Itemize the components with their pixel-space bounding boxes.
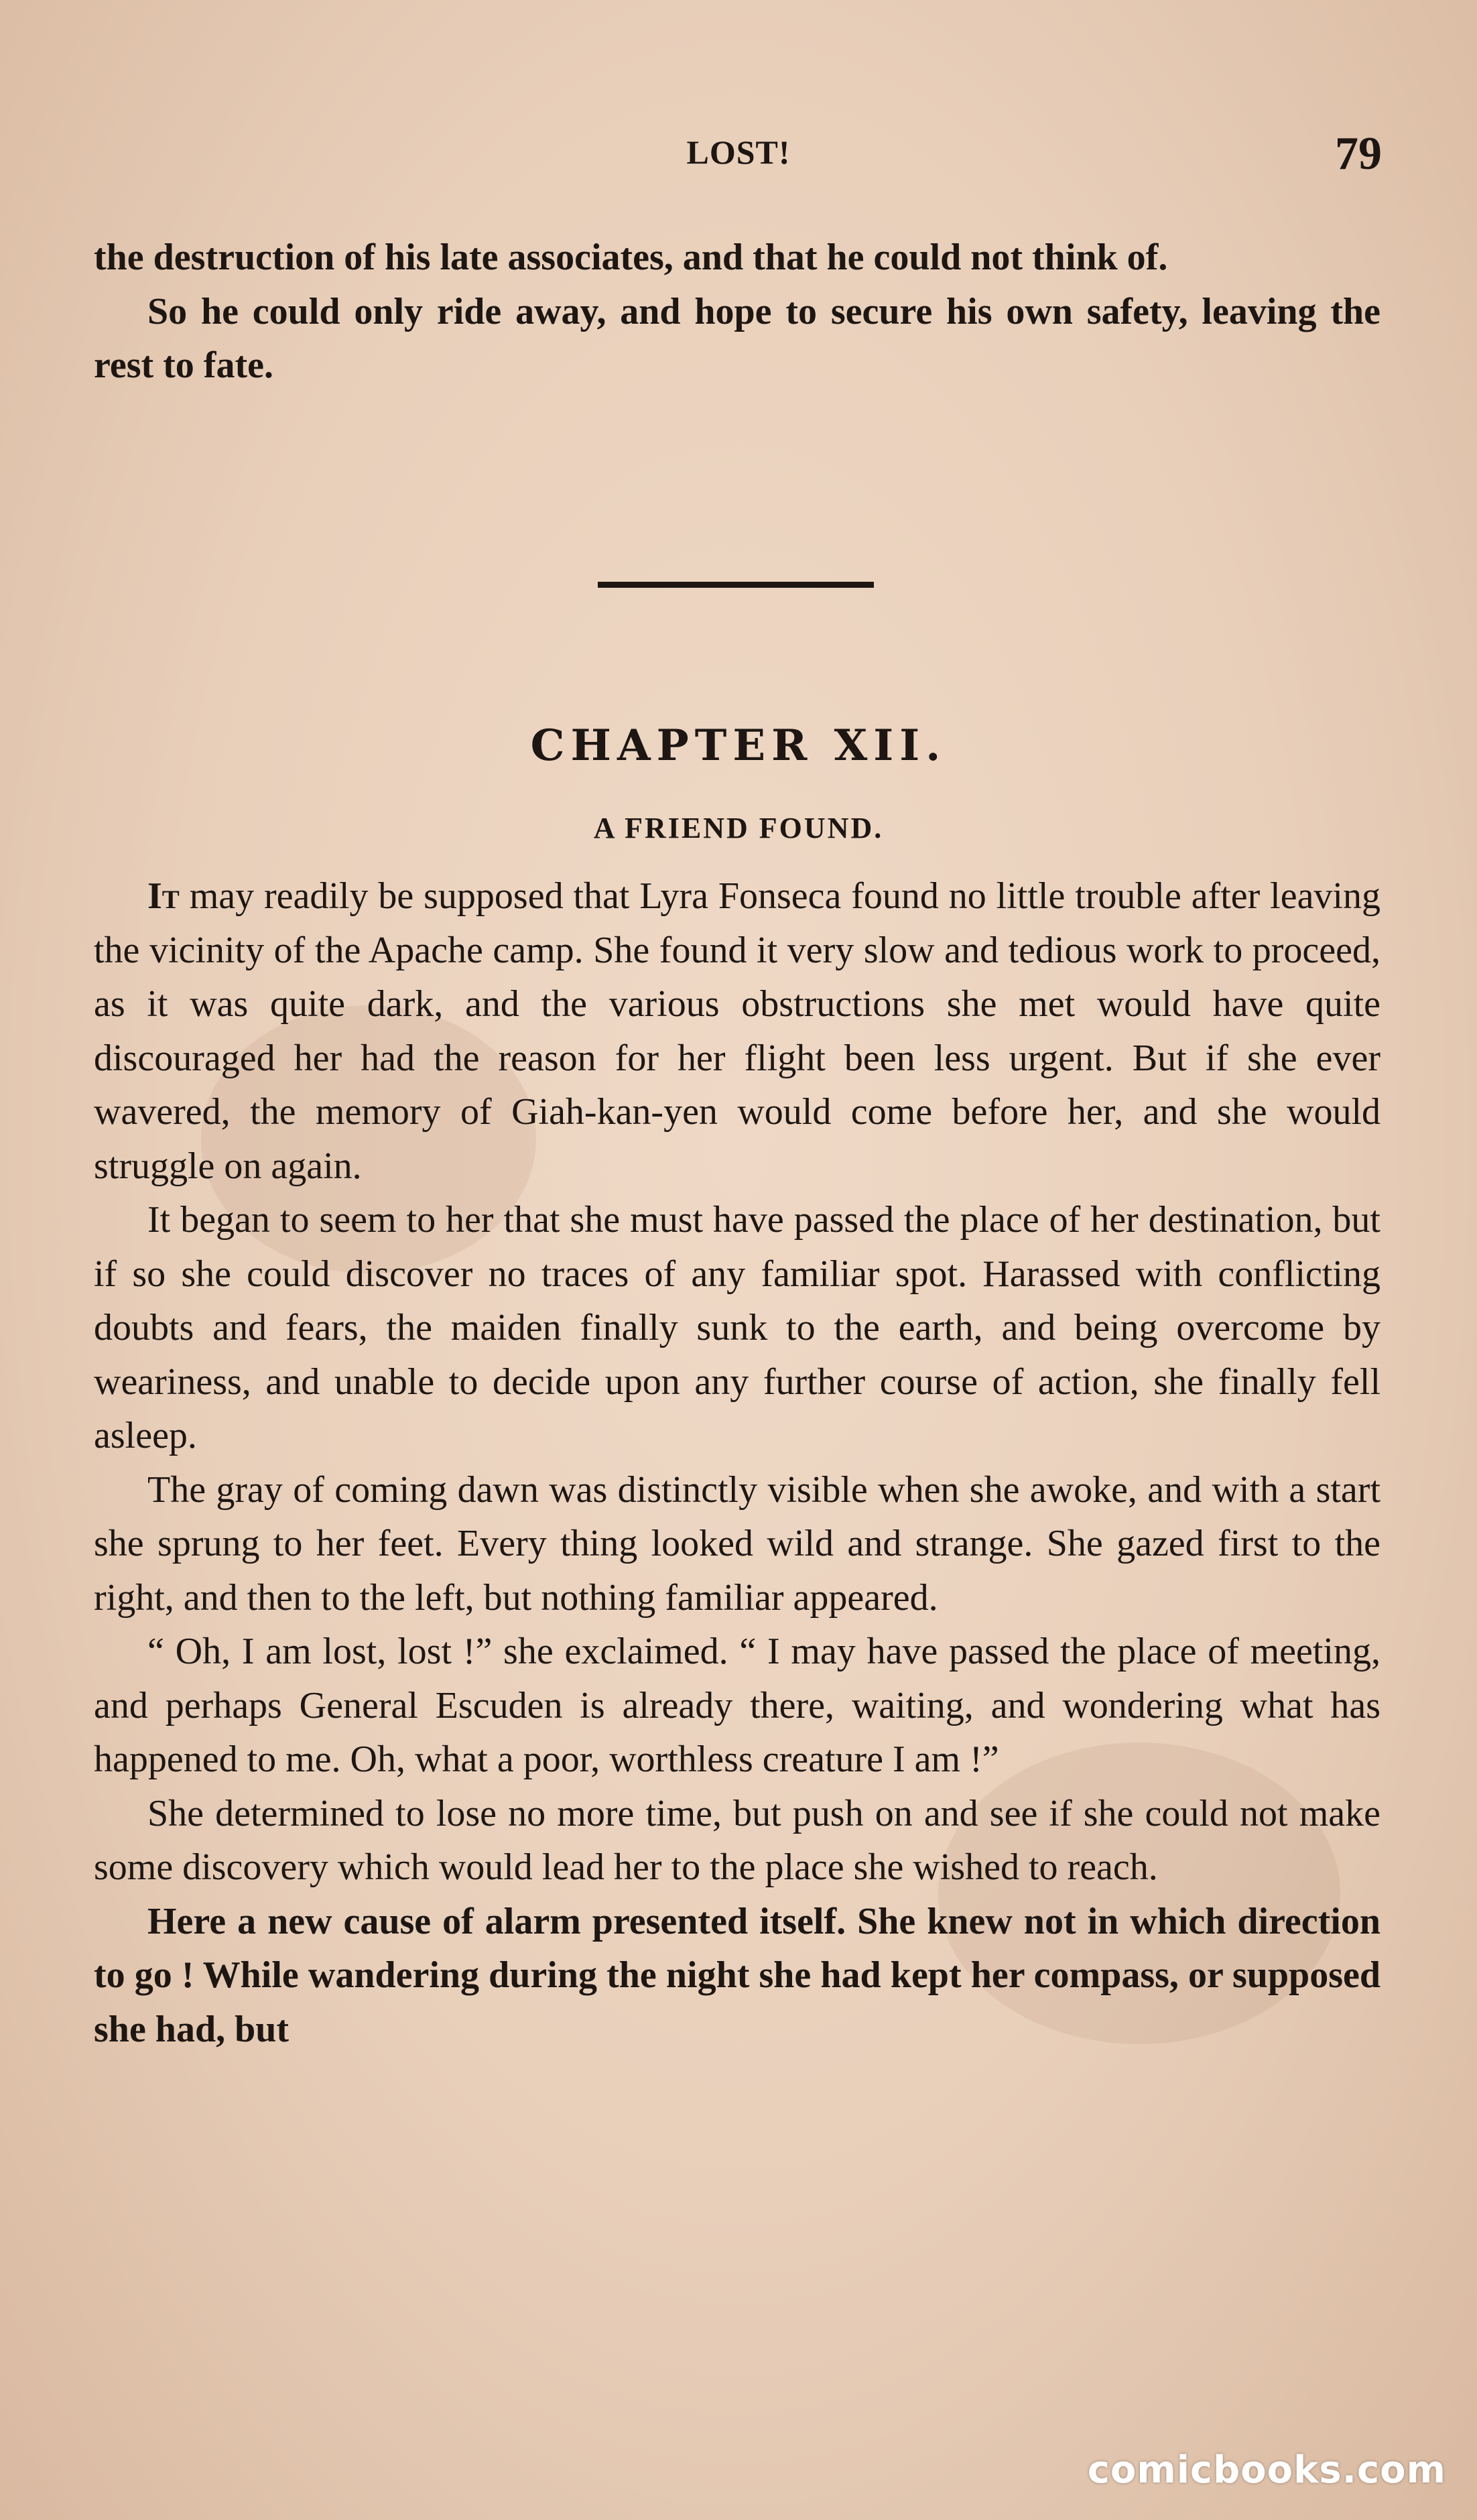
watermark: comicbooks.com bbox=[1087, 2448, 1446, 2492]
paragraph-text: may readily be supposed that Lyra Fonseca found no little trouble after leaving the vicinity of the Apache camp. She found it very slow and tedious work to proceed, as it was quite dark, and the various obstructions she met would have quite discouraged her had the reason for her flight been less urgent. But if she ever wavered, the memory of Giah-kan-yen would come before her, and she would struggle on again. bbox=[94, 875, 1380, 1187]
previous-chapter-ending bbox=[94, 231, 1380, 393]
running-head bbox=[0, 127, 1477, 181]
paragraph: So he could only ride away, and hope to secure his own safety, leaving the rest to fate. bbox=[94, 290, 1380, 386]
section-divider bbox=[598, 582, 874, 588]
paragraph: “ Oh, I am lost, lost !” she exclaimed. “ I may have passed the place of meeting, and perhaps General Escuden is already there, waiting, and wondering what has happened to me. Oh, what a poor, worthless creature I am !” bbox=[94, 1631, 1380, 1780]
page-number: 79 bbox=[1335, 128, 1382, 180]
paragraph bbox=[94, 869, 1380, 1193]
chapter-title: CHAPTER XII. bbox=[530, 720, 947, 771]
paragraph: She determined to lose no more time, but push on and see if she could not make some discovery which would lead her to the place she wished to reach. bbox=[94, 1792, 1380, 1888]
paragraph: The gray of coming dawn was distinctly visible when she awoke, and with a start she sprung to her feet. Every thing looked wild and strange. She gazed first to the right, and then to the left, but nothing familiar appeared. bbox=[94, 1468, 1380, 1619]
drop-word: It bbox=[147, 875, 180, 917]
paragraph: Here a new cause of alarm presented itself. She knew not in which direction to go ! While wandering during the night she had kept her compass, or supposed she had, but bbox=[94, 1900, 1380, 2050]
running-title: LOST! bbox=[686, 133, 791, 171]
paragraph: It began to seem to her that she must have passed the place of her destination, but if so she could discover no traces of any familiar spot. Harassed with conflicting doubts and fears, the maiden finally sunk to the earth, and being overcome by weariness, and unable to decide upon any further course of action, she finally fell asleep. bbox=[94, 1199, 1380, 1456]
chapter-subtitle: A FRIEND FOUND. bbox=[593, 812, 884, 844]
chapter-body bbox=[94, 869, 1380, 2056]
paragraph: the destruction of his late associates, and that he could not think of. bbox=[94, 237, 1168, 278]
